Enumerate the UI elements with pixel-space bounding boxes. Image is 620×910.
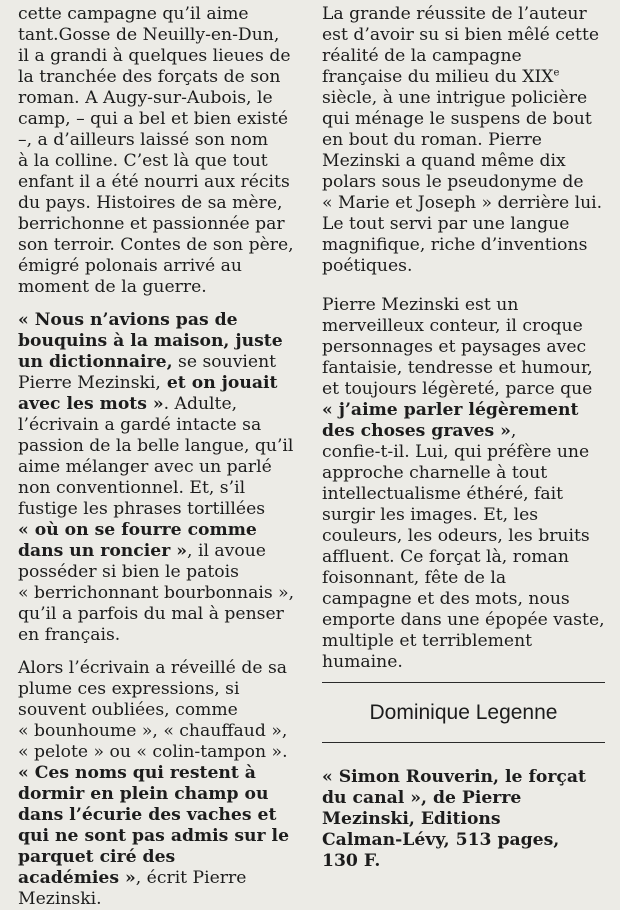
text-line: polars sous le pseudonyme de [322,172,584,192]
text-line: en français. [18,625,121,645]
text-line: magnifique, riche d’inventions [322,235,588,255]
text-line: emporte dans une épopée vaste, [322,610,605,630]
quote-text: bouquins à la maison, juste [18,331,283,351]
text-line: « pelote » ou « colin-tampon ». [18,742,288,762]
text-line: moment de la guerre. [18,277,207,297]
quote-text: un dictionnaire, [18,352,173,372]
text-line: réalité de la campagne [322,46,522,66]
text-line: et toujours légèreté, parce que [322,379,593,399]
text-line: plume ces expressions, si [18,679,240,699]
text-line: approche charnelle à tout [322,463,548,483]
text-line: Alors l’écrivain a réveillé de sa [18,658,288,678]
text-run: , écrit Pierre [135,868,247,888]
text-line: l’écrivain a gardé intacte sa [18,415,262,435]
text-line: Mezinski. [18,889,102,909]
divider-bottom [322,742,605,743]
text-line: non conventionnel. Et, s’il [18,478,246,498]
quote-text: « j’aime parler légèrement [322,400,579,420]
text-run: , [510,421,517,441]
credit-line: du canal », de Pierre [322,788,522,808]
quote-text: dormir en plein champ ou [18,784,269,804]
paragraph-success [322,4,612,277]
text-line: foisonnant, fête de la [322,568,507,588]
quote-text: académies » [18,868,136,888]
superscript: e [553,67,560,79]
text-line: –, a d’ailleurs laissé son nom [18,130,269,150]
paragraph-expressions [18,658,301,910]
quote-text: dans l’écurie des vaches et [18,805,277,825]
text-line: Le tout servi par une langue [322,214,570,234]
text-line: est d’avoir su si bien mêlé cette [322,25,600,45]
text-line: personnages et paysages avec [322,337,587,357]
text-line: confie-t-il. Lui, qui préfère une [322,442,590,462]
credit-line: Mezinski, Editions [322,809,501,829]
text-line: fustige les phrases tortillées [18,499,266,519]
quote-text: parquet ciré des [18,847,176,867]
text-line: roman. A Augy-sur-Aubois, le [18,88,273,108]
quote-text: avec les mots » [18,394,164,414]
text-line: Pierre Mezinski est un [322,295,519,315]
text-line: enfant il a été nourri aux récits [18,172,290,192]
quote-text: « Ces noms qui restent à [18,763,256,783]
text-line: aime mélanger avec un parlé [18,457,272,477]
book-credit [322,767,612,872]
text-line: du pays. Histoires de sa mère, [18,193,283,213]
right-column [322,4,612,872]
text-line: qui ménage le suspens de bout [322,109,592,129]
quote-text: dans un roncier » [18,541,188,561]
text-line: couleurs, les odeurs, les bruits [322,526,590,546]
text-line: La grande réussite de l’auteur [322,4,587,24]
text-line: cette campagne qu’il aime [18,4,249,24]
text-line: merveilleux conteur, il croque [322,316,583,336]
text-line: il a grandi à quelques lieues de [18,46,291,66]
quote-text: « Nous n’avions pas de [18,310,238,330]
text-line: à la colline. C’est là que tout [18,151,268,171]
quote-text: qui ne sont pas admis sur le [18,826,290,846]
text-line: passion de la belle langue, qu’il [18,436,294,456]
text-line: souvent oubliées, comme [18,700,238,720]
text-line: « bounhoume », « chauffaud », [18,721,288,741]
paragraph-storyteller [322,295,612,673]
text-line: qu’il a parfois du mal à penser [18,604,284,624]
text-line: intellectualisme éthéré, fait [322,484,564,504]
text-line: campagne et des mots, nous [322,589,570,609]
quote-text: « où on se fourre comme [18,520,257,540]
text-line: humaine. [322,652,403,672]
text-line: fantaisie, tendresse et humour, [322,358,593,378]
text-line: multiple et terriblement [322,631,533,651]
text-line: tant.Gosse de Neuilly-en-Dun, [18,25,280,45]
text-run: . Adulte, [163,394,238,414]
text-line: poétiques. [322,256,413,276]
quote-text: et on jouait [160,373,278,393]
text-run: , il avoue [187,541,266,561]
text-line: surgir les images. Et, les [322,505,539,525]
paragraph-childhood [18,4,301,298]
credit-line: Calman-Lévy, 513 pages, [322,830,560,850]
text-line: berrichonne et passionnée par [18,214,285,234]
text-line: camp, – qui a bel et bien existé [18,109,289,129]
author-signature: Dominique Legenne [369,701,558,724]
text-line: siècle, à une intrigue policière [322,88,588,108]
text-line: affluent. Ce forçat là, roman [322,547,569,567]
text-line: Mezinski a quand même dix [322,151,566,171]
text-line: la tranchée des forçats de son [18,67,281,87]
text-run: Pierre Mezinski, [18,373,161,393]
text-line: en bout du roman. Pierre [322,130,542,150]
text-run: se souvient [172,352,277,372]
text-line: posséder si bien le patois [18,562,239,582]
text-line: son terroir. Contes de son père, [18,235,294,255]
credit-line: « Simon Rouverin, le forçat [322,767,586,787]
text-line: émigré polonais arrivé au [18,256,242,276]
left-column [18,4,301,910]
text-run: française du milieu du XIX [322,67,554,87]
text-line: « berrichonnant bourbonnais », [18,583,295,603]
quote-text: des choses graves » [322,421,511,441]
text-line: « Marie et Joseph » derrière lui. [322,193,603,213]
credit-line: 130 F. [322,851,381,871]
divider-top [322,682,605,683]
paragraph-dictionary [18,310,301,646]
